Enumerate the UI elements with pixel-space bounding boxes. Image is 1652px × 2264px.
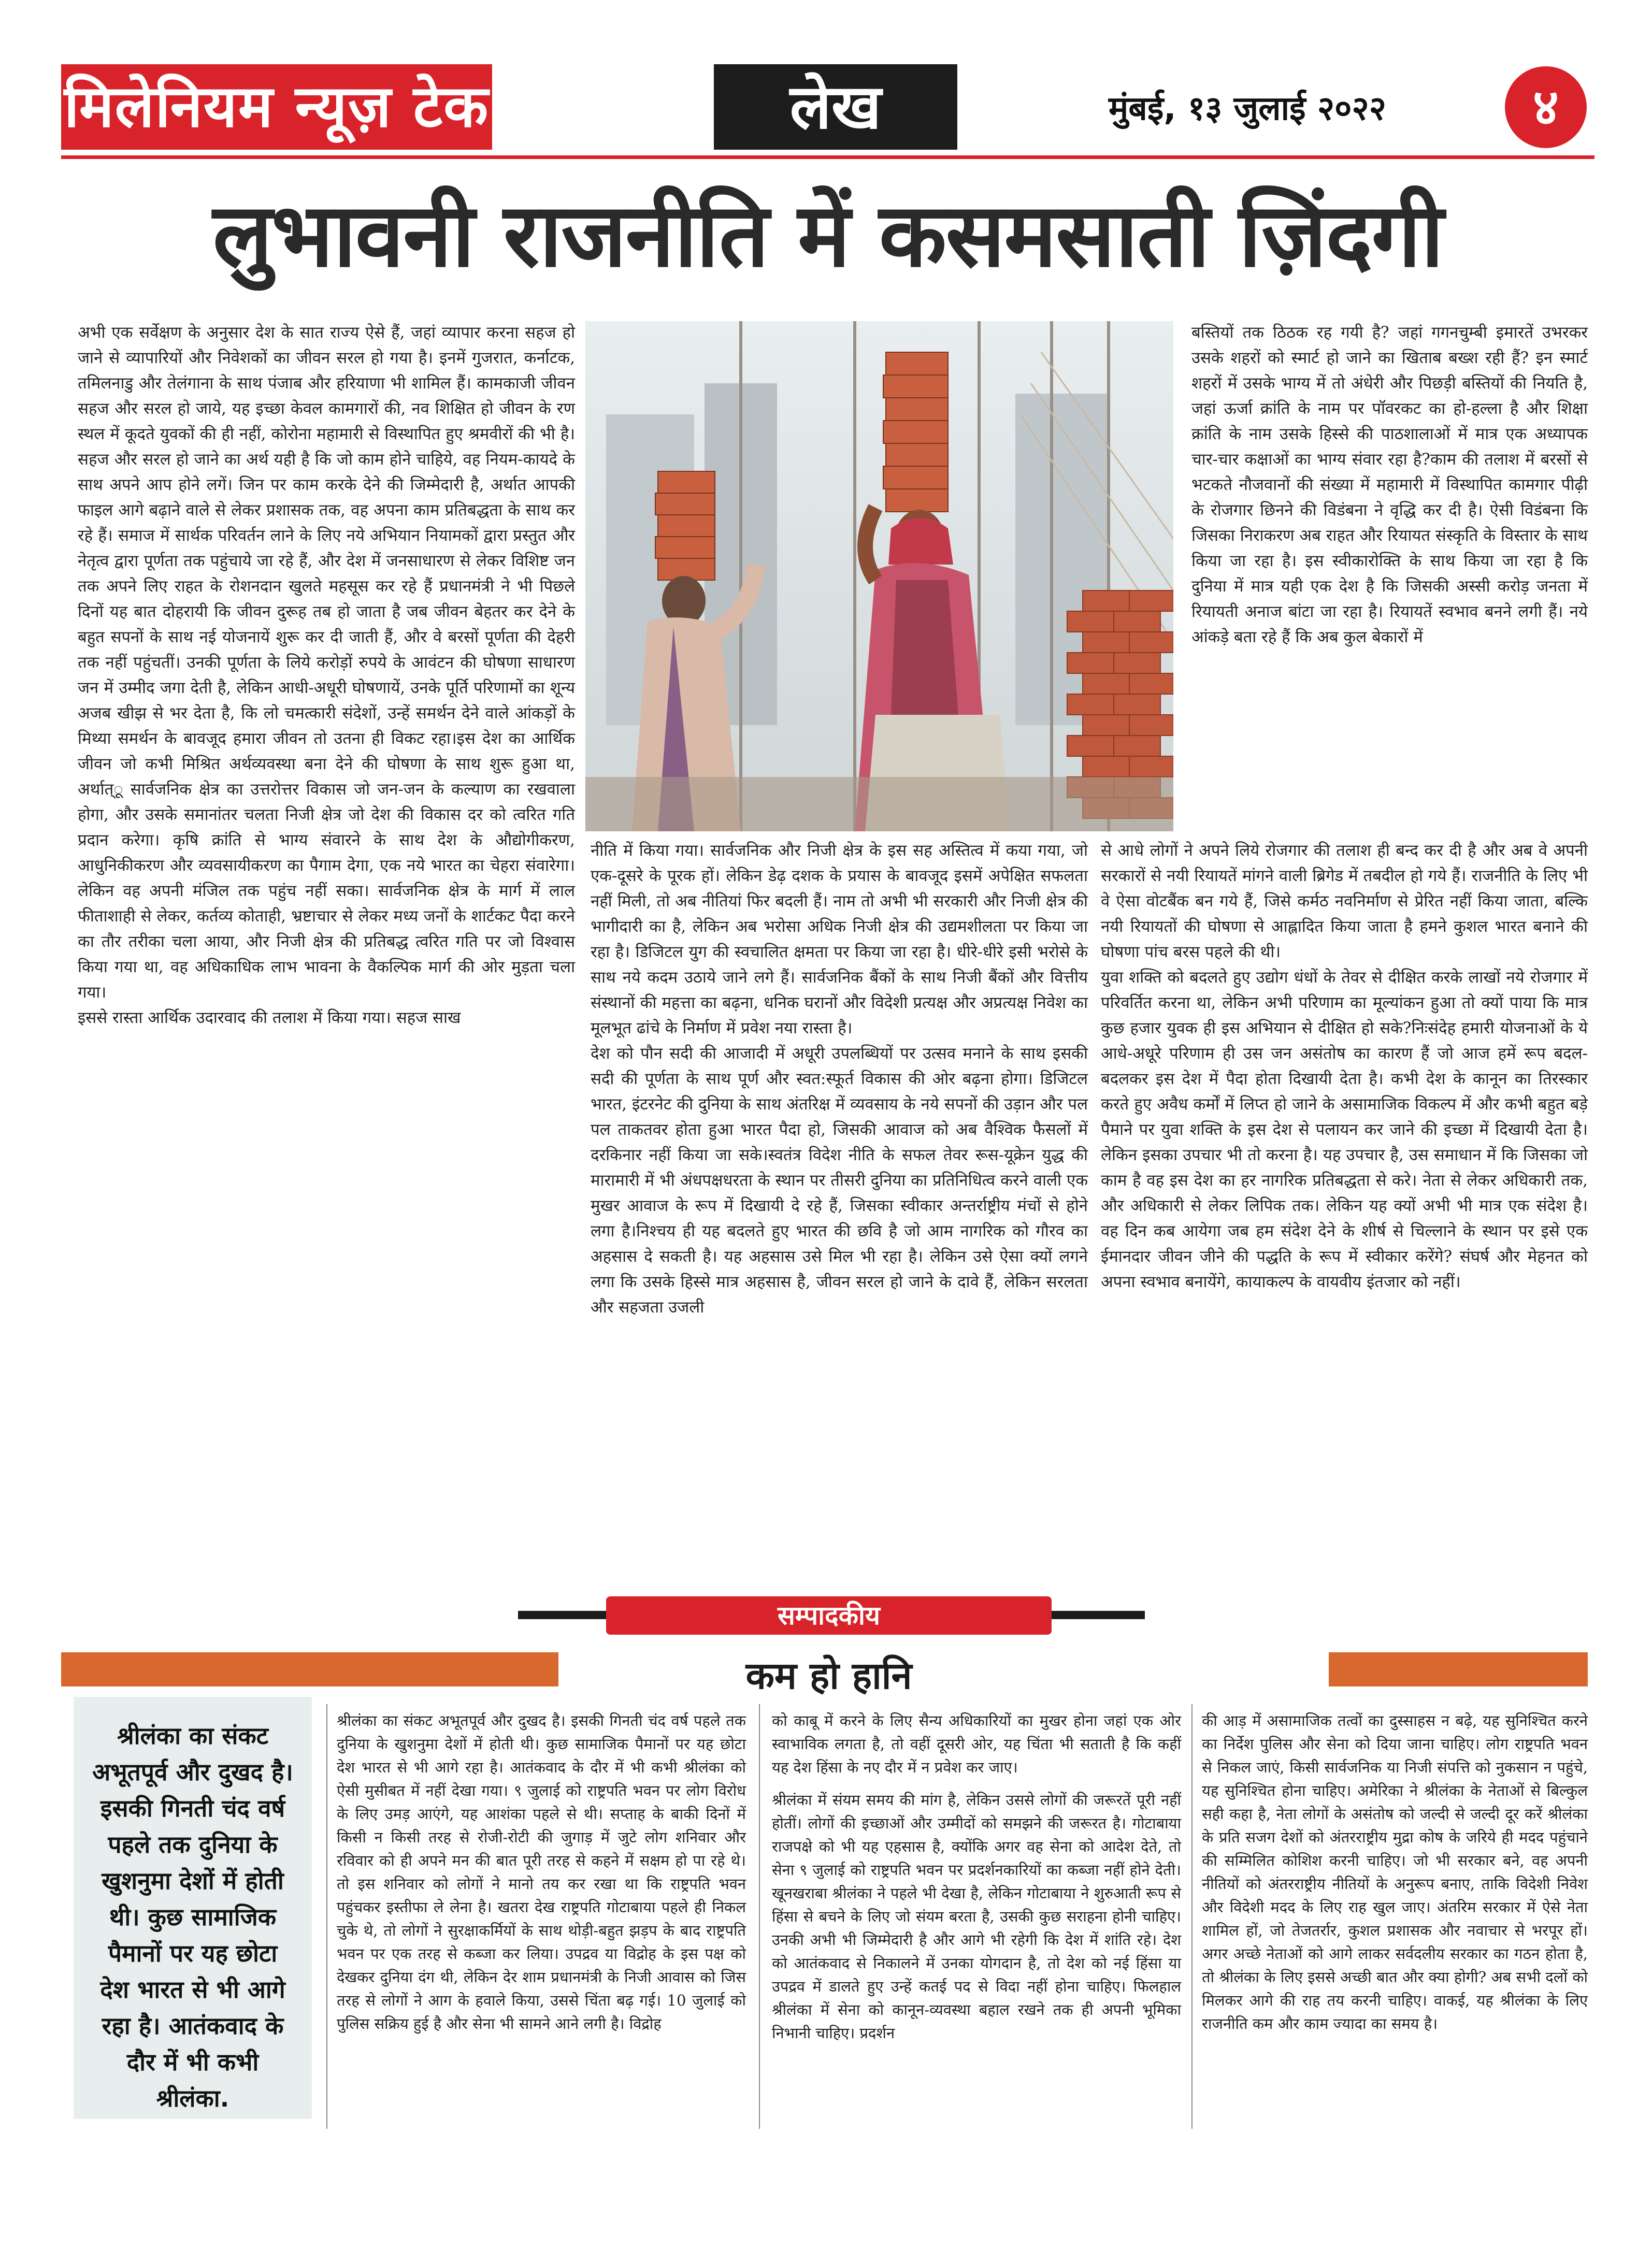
header-rule [61, 155, 1594, 159]
editorial-label: सम्पादकीय [606, 1596, 1052, 1635]
pull-quote-text: श्रीलंका का संकट अभूतपूर्व और दुखद है। इसकी गिनती चंद वर्ष पहले तक दुनिया के खुशनुमा देशों में होती थी। कुछ सामाजिक पैमानों पर यह छोटा देश भारत से भी आगे रहा है। आतंकवाद के दौर में भी कभी श्रीलंका. [92, 1722, 293, 2112]
editorial-title: कम हो हानि [745, 1654, 912, 1697]
article-paragraph: से आधे लोगों ने अपने लिये रोजगार की तलाश ही बन्द कर दी है और अब वे अपनी सरकारों से नयी रियायतें मांगने वाली ब्रिगेड में तबदील हो गये हैं। राजनीति के लिए भी वे ऐसा वोटबैंक बन गये हैं, जिसे कर्मठ नवनिर्माण से प्रेरित नहीं किया जाता, बल्कि नयी रियायतों की घोषणा से आह्लादित किया जाता है हमने कुशल भारत बनाने की घोषणा पांच बरस पहले की थी। [1101, 841, 1588, 961]
column-divider [326, 1704, 327, 2129]
article-paragraph: अभी एक सर्वेक्षण के अनुसार देश के सात राज्य ऐसे हैं, जहां व्यापार करना सहज हो जाने से व्यापारियों और निवेशकों का जीवन सरल हो गया है। इनमें गुजरात, कर्नाटक, तमिलनाडु और तेलंगाना के साथ पंजाब और हरियाणा भी शामिल हैं। कामकाजी जीवन सहज और सरल हो जाये, यह इच्छा केवल कामगारों की, नव शिक्षित हो जीवन के रण स्थल में कूदते युवकों की ही नहीं, कोरोना महामारी से विस्थापित हुए श्रमवीरों की भी है।सहज और सरल हो जाने का अर्थ यही है कि जो काम होने चाहिये, वह नियम-कायदे के साथ अपने आप होने लगें। जिन पर काम करके देने की जिम्मेदारी है, अर्थात आपकी फाइल आगे बढ़ाने वाले से लेकर प्रशासक तक, वह अपना काम प्रतिबद्धता के साथ कर रहे हैं। समाज में सार्थक परिवर्तन लाने के लिए नये अभियान नियामकों द्वारा प्रस्तुत और नेतृत्व द्वारा पूर्णता तक पहुंचाये जा रहे हैं, और देश में जनसाधारण से लेकर विशिष्ट जन तक अपने लिए राहत के रोशनदान खुलते महसूस कर रहे हैं प्रधानमंत्री ने भी पिछले दिनों यह बात दोहरायी कि जीवन दुरूह तब हो जाता है जब जीवन बेहतर कर देने के बहुत सपनों के साथ नई योजनायें शुरू कर दी जाती हैं, और वे बरसों पूर्णता की देहरी तक नहीं पहुंचतीं। उनकी पूर्णता के लिये करोड़ों रुपये के आवंटन की घोषणा साधारण जन में उम्मीद जगा देती है, लेकिन आधी-अधूरी घोषणायें, उनके पूर्ति परिणामों का शून्य अजब खीझ से भर देता है, कि लो चमत्कारी संदेशों, उन्हें समर्थन देने वाले आंकड़ों के मिथ्या समर्थन के बावजूद हमारा जीवन तो उतना ही विकट रहा।इस देश का आर्थिक जीवन जो कभी मिश्रित अर्थव्यवस्था बना देने की घोषणा के साथ शुरू हुआ था, अर्थात्ू सार्वजनिक क्षेत्र का उत्तरोत्तर विकास जो जन-जन के कल्याण का रखवाला होगा, और उसके समानांतर चलता निजी क्षेत्र जो देश की विकास दर को त्वरित गति प्रदान करेगा। कृषि क्रांति से भाग्य संवारने के साथ देश के औद्योगीकरण, आधुनिकीकरण और व्यवसायीकरण का पैगाम देगा, एक नये भारत का चेहरा संवारेगा। लेकिन वह अपनी मंजिल तक पहुंच नहीं सका। सार्वजनिक क्षेत्र के मार्ग में लाल फीताशाही से लेकर, कर्तव्य कोताही, भ्रष्टाचार से लेकर मध्य जनों के शार्टकट पैदा करने का तौर तरीका चला आया, और निजी क्षेत्र की प्रतिबद्ध त्वरित गति पर जो विश्वास किया गया था, वह अधिकाधिक लाभ भावना के वैकल्पिक मार्ग की ओर मुड़ता चला गया। [78, 323, 575, 1002]
editorial-bar-right [1329, 1652, 1588, 1686]
article-paragraph: इससे रास्ता आर्थिक उदारवाद की तलाश में किया गया। सहज साख [78, 1008, 461, 1027]
article-column-3-bottom [1101, 838, 1588, 1295]
construction-workers-photo [585, 321, 1173, 831]
article-column-2 [591, 838, 1088, 1320]
article-paragraph: युवा शक्ति को बदलते हुए उद्योग धंधों के तेवर से दीक्षित करके लाखों नये रोजगार में परिवर्तित करना था, लेकिन अभी परिणाम का मूल्यांकन हुआ तो क्यों पाया कि मात्र कुछ हजार युवक ही इस अभियान से दीक्षित हो सके?निःसंदेह हमारी योजनाओं के ये आधे-अधूरे परिणाम ही उस जन असंतोष का कारण हैं जो आज हमें रूप बदल-बदलकर इस देश में पैदा होता दिखायी देता है। कभी देश के कानून का तिरस्कार करते हुए अवैध कर्मों में लिप्त हो जाने के असामाजिक विकल्प में और कभी बहुत बड़े पैमाने पर युवा शक्ति के इस देश से पलायन कर जाने की इच्छा में दिखायी देता है। लेकिन इसका उपचार भी तो करना है। यह उपचार है, उस समाधान में कि जिसका जो काम है वह इस देश का हर नागरिक प्रतिबद्धता से करे। नेता से लेकर अधिकारी तक, और अधिकारी से लेकर लिपिक तक। लेकिन यह क्यों अभी भी मात्र एक संदेश है। वह दिन कब आयेगा जब हम संदेश देने के शीर्ष से चिल्लाने के स्थान पर इसे एक ईमानदार जीवन जीने की पद्धति के रूप में स्वीकार करेंगे? संघर्ष और मेहनत को अपना स्वभाव बनायेंगे, कायाकल्प के वायवीय इंतजार को नहीं। [1101, 968, 1588, 1291]
editorial-paragraph: को काबू में करने के लिए सैन्य अधिकारियों का मुखर होना जहां एक ओर स्वाभाविक लगता है, तो वहीं दूसरी ओर, यह चिंता भी सताती है कि कहीं यह देश हिंसा के नए दौर में न प्रवेश कर जाए। [772, 1712, 1181, 1776]
pull-quote [74, 1697, 312, 2119]
article-paragraph: नीति में किया गया। सार्वजनिक और निजी क्षेत्र के इस सह अस्तित्व में कया गया, जो एक-दूसरे के पूरक हों। लेकिन डेढ़ दशक के प्रयास के बावजूद इसमें अपेक्षित सफलता नहीं मिली, तो अब नीतियां फिर बदली हैं। नाम तो अभी भी सरकारी और निजी क्षेत्र की भागीदारी का है, लेकिन अब भरोसा अधिक निजी क्षेत्र की उद्यमशीलता पर किया जा रहा है। डिजिटल युग की स्वचालित क्षमता पर किया जा रहा है। धीरे-धीरे इसी भरोसे के साथ नये कदम उठाये जाने लगे हैं। सार्वजनिक बैंकों के साथ निजी बैंकों और वित्तीय संस्थानों की महत्ता का बढ़ना, धनिक घरानों और विदेशी प्रत्यक्ष और अप्रत्यक्ष निवेश का मूलभूत ढांचे के निर्माण में प्रवेश नया रास्ता है। [591, 841, 1088, 1037]
article-column-1 [78, 320, 575, 1031]
page-headline: लुभावनी राजनीति में कसमसाती ज़िंदगी [212, 184, 1443, 287]
editorial-rule-left [518, 1611, 606, 1619]
masthead: मिलेनियम न्यूज़ टेक [61, 64, 492, 150]
editorial-rule-right [1052, 1611, 1145, 1619]
article-column-3-top [1191, 320, 1588, 650]
article-paragraph: देश को पौन सदी की आजादी में अधूरी उपलब्धियों पर उत्सव मनाने के साथ इसकी सदी की पूर्णता के साथ पूर्ण और स्वत:स्फूर्त विकास की ओर बढ़ना होगा। डिजिटल भारत, इंटरनेट की दुनिया के साथ अंतरिक्ष में व्यवसाय के नये सपनों की उड़ान और पल पल ताकतवर होता हुआ भारत पैदा हो, जिसकी आवाज को अब वैश्विक फैसलों में दरकिनार नहीं किया जा सके।स्वतंत्र विदेश नीति के सफल तेवर रूस-यूक्रेन युद्ध की मारामारी में भी अंधपक्षधरता के स्थान पर तीसरी दुनिया का प्रतिनिधित्व करने वाली एक मुखर आवाज के रूप में दिखायी दे रहे हैं, जिसका स्वीकार अन्तर्राष्ट्रीय मंचों से होने लगा है।निश्चय ही यह बदलते हुए भारत की छवि है जो आम नागरिक को गौरव का अहसास दे सकती है। यह अहसास उसे मिल भी रहा है। लेकिन उसे ऐसा क्यों लगने लगा कि उसके हिस्से मात्र अहसास है, जीवन सरल हो जाने के दावे हैं, लेकिन सरलता और सहजता उजली [591, 1044, 1088, 1317]
editorial-column-1: श्रीलंका का संकट अभूतपूर्व और दुखद है। इसकी गिनती चंद वर्ष पहले तक दुनिया के खुशनुमा देशों में होती थी। कुछ सामाजिक पैमानों पर यह छोटा देश भारत से भी आगे रहा है। आतंकवाद के दौर में भी कभी श्रीलंका को ऐसी मुसीबत में नहीं देखा गया। ९ जुलाई को राष्ट्रपति भवन पर लोग विरोध के लिए उमड़ आएंगे, यह आशंका पहले से थी। सप्ताह के बाकी दिनों में किसी न किसी तरह से रोजी-रोटी की जुगाड़ में जुटे लोग शनिवार और रविवार को ही अपने मन की बात पूरी तरह से कहने में सक्षम हो पा रहे थे। तो इस शनिवार को लोगों ने मानो तय कर रखा था कि राष्ट्रपति भवन पहुंचकर इस्तीफा ले लेना है। खतरा देख राष्ट्रपति गोटाबाया पहले ही निकल चुके थे, तो लोगों ने सुरक्षाकर्मियों के साथ थोड़ी-बहुत झड़प के बाद राष्ट्रपति भवन पर एक तरह से कब्जा कर लिया। उपद्रव या विद्रोह के इस पक्ष को देखकर दुनिया दंग थी, लेकिन देर शाम प्रधानमंत्री के निजी आवास को जिस तरह से लोगों ने आग के हवाले किया, उससे चिंता बढ़ गई। 10 जुलाई को पुलिस सक्रिय हुई है और सेना भी सामने आने लगी है। विद्रोह [337, 1712, 746, 2032]
editorial-bar-left [61, 1652, 558, 1686]
editorial-paragraph: श्रीलंका में संयम समय की मांग है, लेकिन उससे लोगों की जरूरतें पूरी नहीं होतीं। लोगों की इच्छाओं और उम्मीदों को समझने की जरूरत है। गोटाबाया राजपक्षे को भी यह एहसास है, क्योंकि अगर वह सेना को आदेश देते, तो सेना ९ जुलाई को राष्ट्रपति भवन पर प्रदर्शनकारियों का कब्जा नहीं होने देती। खूनखराबा श्रीलंका ने पहले भी देखा है, लेकिन गोटाबाया ने शुरुआती रूप से हिंसा से बचने के लिए जो संयम बरता है, उसकी कुछ सराहना होनी चाहिए। उनकी अभी भी जिम्मेदारी है और आगे भी रहेगी कि देश में शांति रहे। देश को आतंकवाद से निकालने में उनका योगदान है, तो देश को नई हिंसा या उपद्रव में डालते हुए उन्हें कतई पद से विदा नहीं होना चाहिए। फिलहाल श्रीलंका में सेना को कानून-व्यवस्था बहाल रखने तक ही अपनी भूमिका निभानी चाहिए। प्रदर्शन [772, 1791, 1181, 2042]
page-number-badge: ४ [1505, 66, 1587, 148]
section-label: लेख [714, 64, 957, 150]
editorial-column-3: की आड़ में असामाजिक तत्वों का दुस्साहस न बढ़े, यह सुनिश्चित करने का निर्देश पुलिस और सेना को दिया जाना चाहिए। लोग राष्ट्रपति भवन से निकल जाएं, किसी सार्वजनिक या निजी संपत्ति को नुकसान न पहुंचे, यह सुनिश्चित होना चाहिए। अमेरिका ने श्रीलंका के नेताओं से बिल्कुल सही कहा है, नेता लोगों के असंतोष को जल्दी से जल्दी दूर करें श्रीलंका के प्रति सजग देशों को अंतरराष्ट्रीय मुद्रा कोष के जरिये ही मदद पहुंचाने की सम्मिलित कोशिश करनी चाहिए। जो भी सरकार बने, वह अपनी नीतियों को अंतरराष्ट्रीय नीतियों के अनुरूप बनाए, ताकि विदेशी निवेश और विदेशी मदद के लिए राह खुल जाए। अंतरिम सरकार में ऐसे नेता शामिल हों, जो तेजतर्रार, कुशल प्रशासक और नवाचार से भरपूर हों। अगर अच्छे नेताओं को आगे लाकर सर्वदलीय सरकार का गठन होता है, तो श्रीलंका के लिए इससे अच्छी बात और क्या होगी? अब सभी दलों को मिलकर आगे की राह तय करनी चाहिए। वाकई, यह श्रीलंका के लिए राजनीति कम और काम ज्यादा का समय है। [1202, 1712, 1588, 2032]
column-divider [1191, 1704, 1193, 2129]
article-paragraph: बस्तियों तक ठिठक रह गयी है? जहां गगनचुम्बी इमारतें उभरकर उसके शहरों को स्मार्ट हो जाने का खिताब बख्श रही हैं? इन स्मार्ट शहरों में उसके भाग्य में तो अंधेरी और पिछड़ी बस्तियों की नियति है, जहां ऊर्जा क्रांति के नाम पर पॉवरकट का हो-हल्ला है और शिक्षा क्रांति के नाम उसके हिस्से की पाठशालाओं में मात्र एक अध्यापक चार-चार कक्षाओं का भाग्य संवार रहा है?काम की तलाश में बरसों से भटकते नौजवानों की संख्या में महामारी में विस्थापित कामगार पीढ़ी के रोजगार छिनने की विडंबना ने वृद्धि कर दी है। ऐसी विडंबना कि जिसका निराकरण अब राहत और रियायत संस्कृति के विस्तार के साथ किया जा रहा है। इस स्वीकारोक्ति के साथ किया जा रहा है कि दुनिया में मात्र यही एक देश है कि जिसकी अस्सी करोड़ जनता में रियायती अनाज बांटा जा रहा है। रियायतें स्वभाव बनने लगी हैं। नये आंकड़े बता रहे हैं कि अब कुल बेकारों में [1191, 323, 1588, 646]
editorial-column-2 [772, 1709, 1181, 2045]
column-divider [759, 1704, 760, 2129]
dateline: मुंबई, १३ जुलाई २०२२ [1109, 90, 1386, 128]
